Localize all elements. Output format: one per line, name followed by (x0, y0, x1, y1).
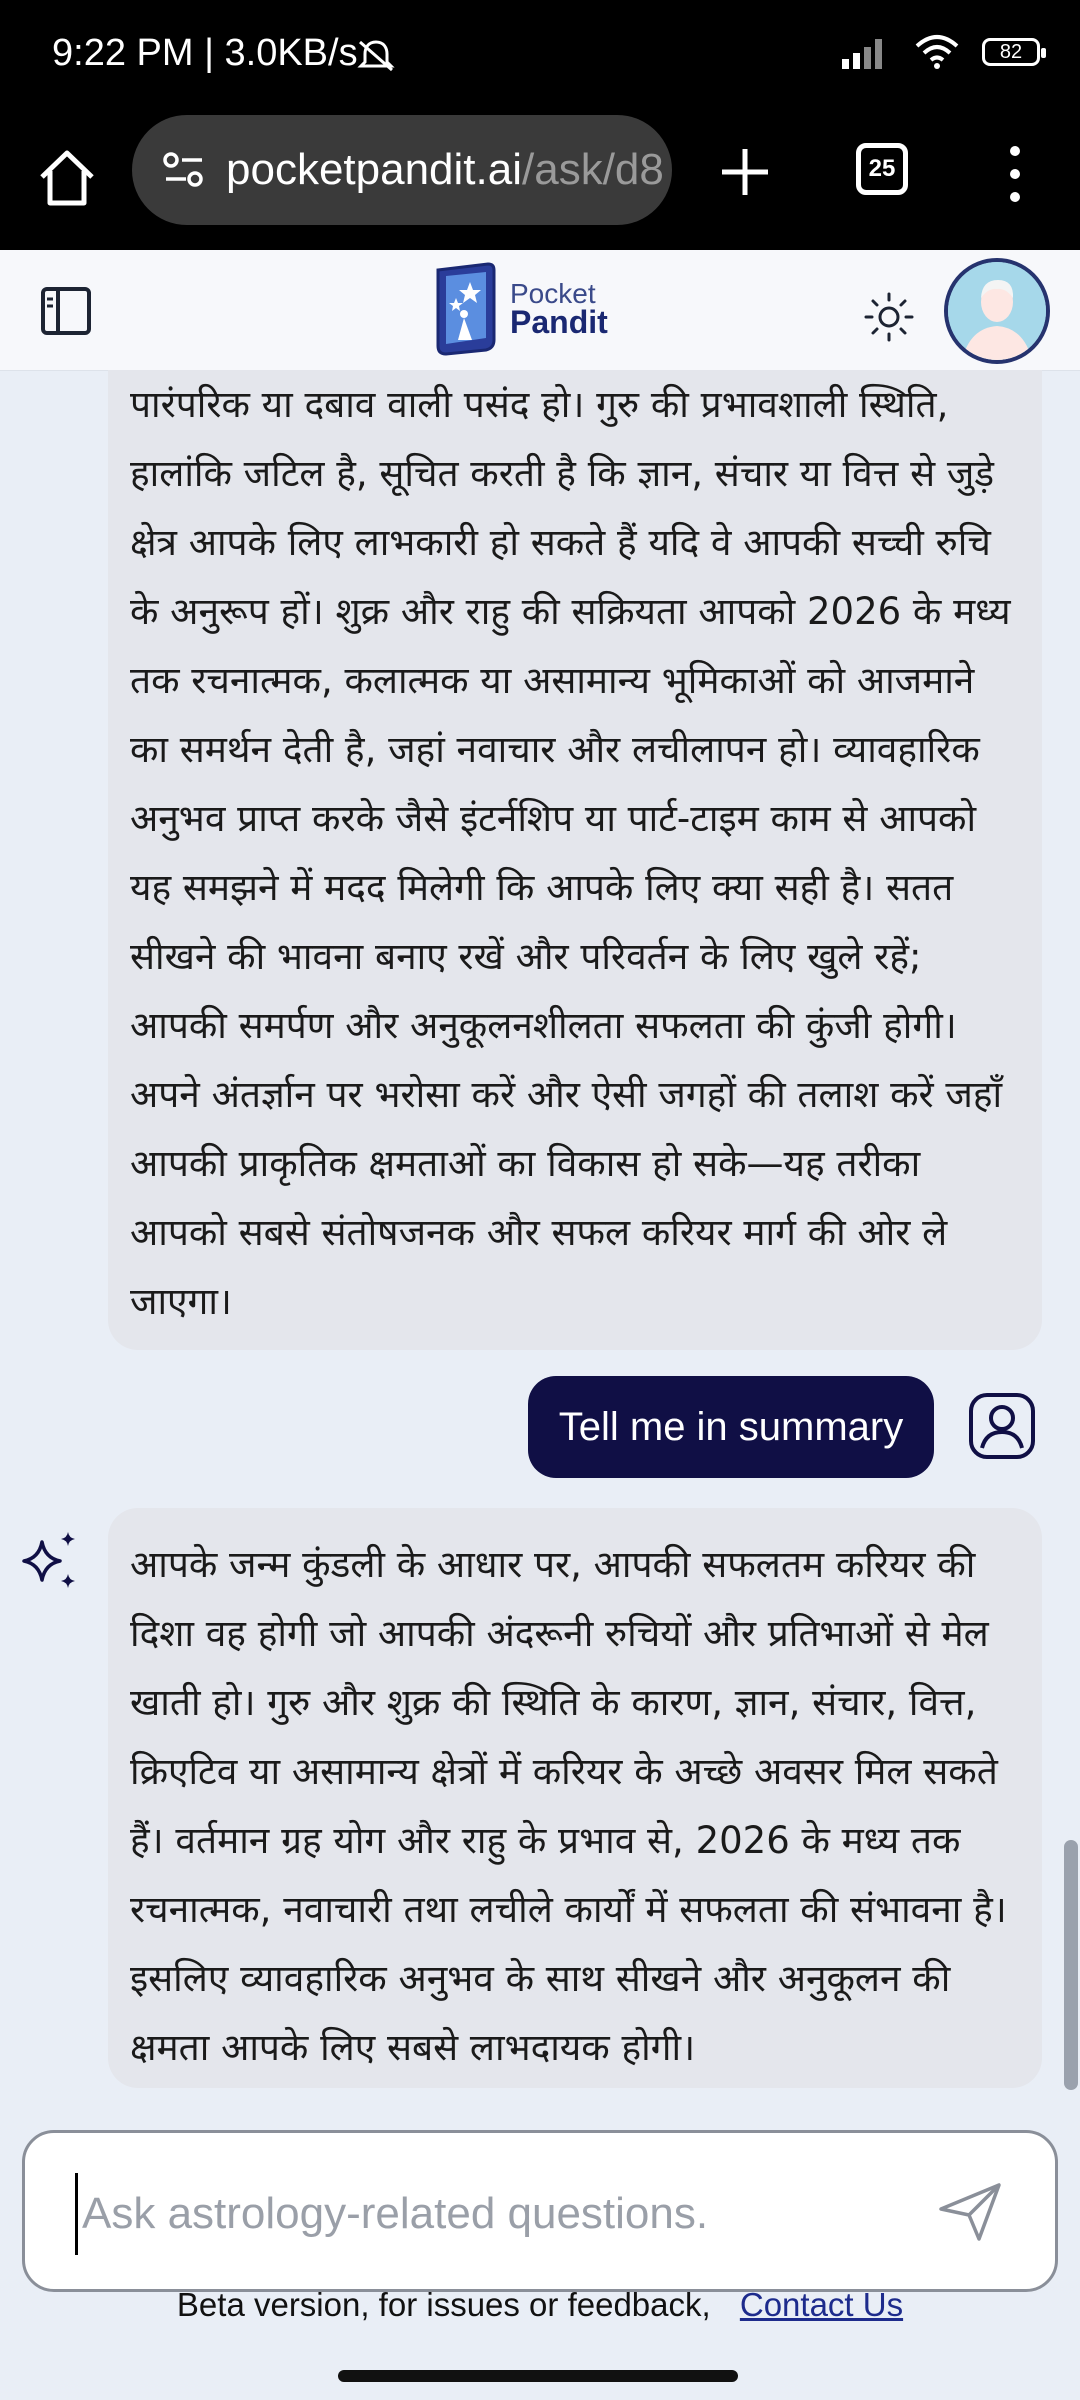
logo-line-2: Pandit (510, 304, 608, 340)
user-avatar-icon (948, 262, 1046, 360)
send-icon[interactable] (935, 2177, 1005, 2247)
chat-scrollbar[interactable] (1064, 1840, 1078, 2090)
ai-message-bubble: आपके जन्म कुंडली के आधार पर, आपकी सफलतम करियर की दिशा वह होगी जो आपकी अंदरूनी रुचियों और प्रतिभाओं से मेल खाती हो। गुरु और शुक्र की स्थिति के कारण, ज्ञान, संचार, वित्त, क्रिएटिव या असामान्य क्षेत्रों में करियर के अच्छे अवसर मिल सकते हैं। वर्तमान ग्रह योग और राहु के प्रभाव से, 2026 के मध्य तक रचनात्मक, नवाचारी तथा लचीले कार्यों में सफलता की संभावना है। इसलिए व्यावहारिक अनुभव के साथ सीखने और अनुकूलन की क्षमता आपके लिए सबसे लाभदायक होगी। (108, 1508, 1042, 2088)
app-header (0, 250, 1080, 371)
ai-message-bubble: पारंपरिक या दबाव वाली पसंद हो। गुरु की प्रभावशाली स्थिति, हालांकि जटिल है, सूचित करती है कि ज्ञान, संचार या वित्त से जुड़े क्षेत्र आपके लिए लाभकारी हो सकते हैं यदि वे आपकी सच्ची रुचि के अनुरूप हों। शुक्र और राहु की सक्रियता आपको 2026 के मध्य तक रचनात्मक, कलात्मक या असामान्य भूमिकाओं को आजमाने का समर्थन देती है, जहां नवाचार और लचीलापन हो। व्यावहारिक अनुभव प्राप्त करके जैसे इंटर्नशिप या पार्ट-टाइम काम से आपको यह समझने में मदद मिलेगी कि आपके लिए क्या सही है। सतत सीखने की भावना बनाए रखें और परिवर्तन के लिए खुले रहें; आपकी समर्पण और अनुकूलनशीलता सफलता की कुंजी होगी। अपने अंतर्ज्ञान पर भरोसा करें और ऐसी जगहों की तलाश करें जहाँ आपकी प्राकृतिक क्षमताओं का विकास हो सके—यह तरीका आपको सबसे संतोषजनक और सफल करियर मार्ग की ओर ले जाएगा। (108, 370, 1042, 1350)
mute-icon (356, 38, 396, 74)
status-time: 9:22 PM | 3.0KB/s (52, 32, 358, 74)
chat-thread (0, 370, 1080, 2130)
home-icon[interactable] (32, 143, 102, 213)
sparkle-icon (18, 1528, 84, 1594)
battery-level: 82 (999, 40, 1023, 63)
logo[interactable] (432, 258, 608, 358)
browser-toolbar (0, 115, 1080, 250)
footer (0, 2286, 1080, 2342)
more-options-icon[interactable] (1000, 139, 1030, 209)
pocket-pandit-logo-icon (432, 260, 498, 356)
signal-icon (840, 35, 892, 69)
url-text (226, 145, 664, 195)
user-message-bubble: Tell me in summary (528, 1376, 934, 1478)
sidebar-toggle-icon[interactable] (40, 286, 92, 336)
site-settings-icon[interactable] (162, 150, 206, 190)
new-tab-icon[interactable] (710, 137, 780, 207)
tab-switcher-button[interactable]: 25 (856, 143, 908, 195)
chat-input-box (22, 2130, 1058, 2292)
url-host: pocketpandit.ai (226, 145, 522, 194)
ask-input[interactable] (75, 2173, 934, 2255)
logo-text (510, 278, 608, 340)
avatar[interactable] (944, 258, 1050, 364)
wifi-icon (914, 34, 960, 70)
footer-text: Beta version, for issues or feedback, (176, 2286, 711, 2323)
address-bar[interactable] (132, 115, 672, 225)
contact-us-link[interactable]: Contact Us (739, 2286, 904, 2323)
user-icon (968, 1392, 1036, 1460)
sun-icon[interactable] (862, 290, 916, 344)
battery-icon (982, 38, 1040, 66)
status-bar (0, 0, 1080, 115)
url-path: /ask/d8 (522, 145, 664, 194)
logo-line-1: Pocket (510, 278, 596, 309)
gesture-bar[interactable] (338, 2370, 738, 2382)
